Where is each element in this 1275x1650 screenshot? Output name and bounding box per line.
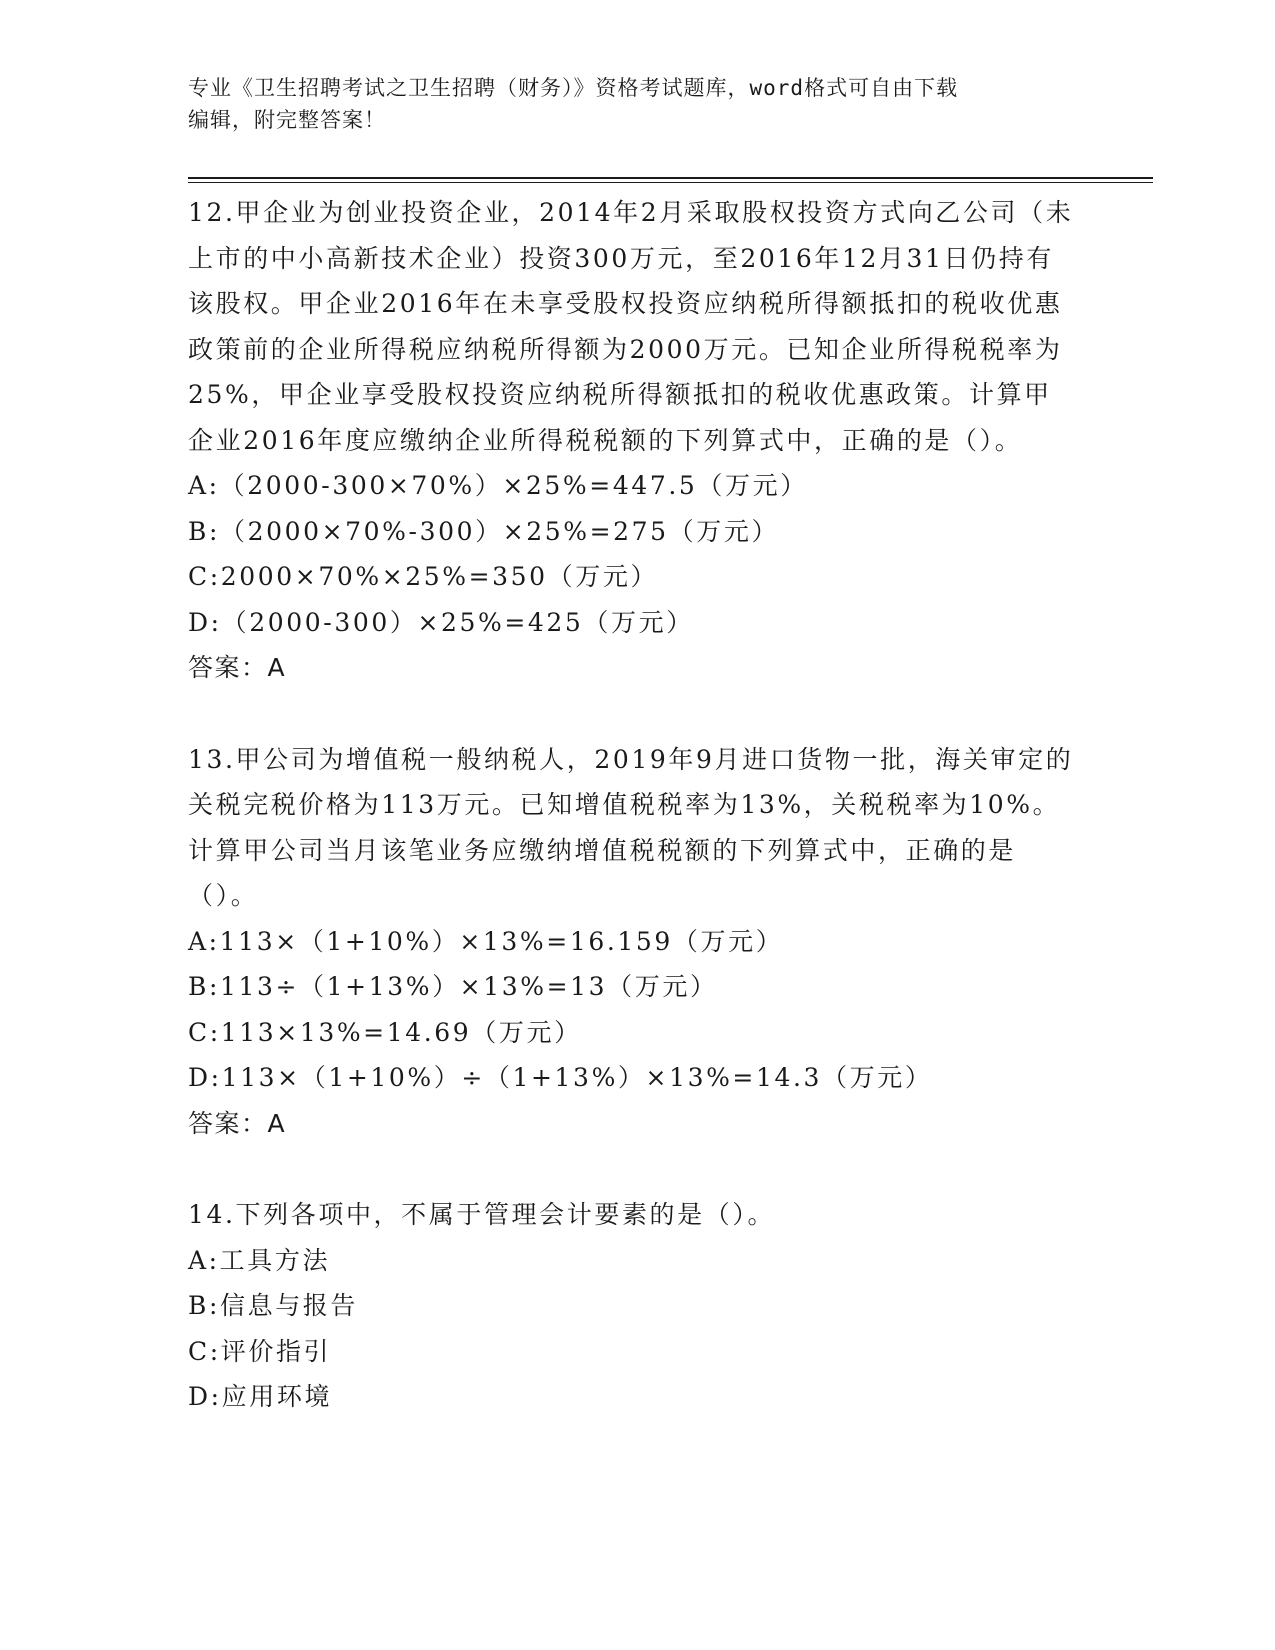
header-rule-thick — [188, 177, 1153, 179]
option-a: A:（2000-300×70%）×25%=447.5（万元） — [188, 471, 808, 500]
option-a: A:113×（1+10%）×13%=16.159（万元） — [188, 926, 784, 956]
option-d: D:应用环境 — [188, 1382, 333, 1411]
question-13 — [188, 737, 1088, 1147]
document-header — [188, 72, 1078, 136]
option-d: D:（2000-300）×25%=425（万元） — [188, 607, 694, 637]
header-line-1: 专业《卫生招聘考试之卫生招聘（财务）》资格考试题库，word格式可自由下载 — [188, 76, 959, 100]
option-c: C:113×13%=14.69（万元） — [188, 1017, 582, 1047]
answer-label: 答案：A — [188, 653, 287, 682]
option-a: A:工具方法 — [188, 1245, 331, 1275]
option-c: C:2000×70%×25%=350（万元） — [188, 562, 659, 591]
option-b: B:113÷（1+13%）×13%=13（万元） — [188, 972, 718, 1001]
question-text: 12.甲企业为创业投资企业，2014年2月采取股权投资方式向乙公司（未上市的中小高新技术企业）投资300万元，至2016年12月31日仍持有该股权。甲企业2016年在未享受股权投资应纳税所得额抵扣的税收优惠政策前的企业所得税应纳税所得额为2000万元。已知企业所得税税率为25%，甲企业享受股权投资应纳税所得额抵扣的税收优惠政策。计算甲企业2016年度应缴纳企业所得税税额的下列算式中，正确的是（）。 — [188, 198, 1074, 455]
option-b: B:（2000×70%-300）×25%=275（万元） — [188, 516, 780, 546]
question-text: 13.甲公司为增值税一般纳税人，2019年9月进口货物一批，海关审定的关税完税价格为113万元。已知增值税税率为13%，关税税率为10%。计算甲公司当月该笔业务应缴纳增值税税额的下列算式中，正确的是（）。 — [188, 744, 1074, 910]
option-b: B:信息与报告 — [188, 1291, 358, 1320]
option-d: D:113×（1+10%）÷（1+13%）×13%=14.3（万元） — [188, 1063, 933, 1092]
question-list — [188, 190, 1088, 1466]
question-14 — [188, 1192, 1088, 1420]
option-c: C:评价指引 — [188, 1336, 332, 1366]
question-12 — [188, 190, 1088, 691]
answer-label: 答案：A — [188, 1108, 287, 1138]
header-line-2: 编辑，附完整答案！ — [188, 108, 386, 132]
question-text: 14.下列各项中，不属于管理会计要素的是（）。 — [188, 1200, 776, 1229]
header-rule-thin — [188, 182, 1153, 183]
